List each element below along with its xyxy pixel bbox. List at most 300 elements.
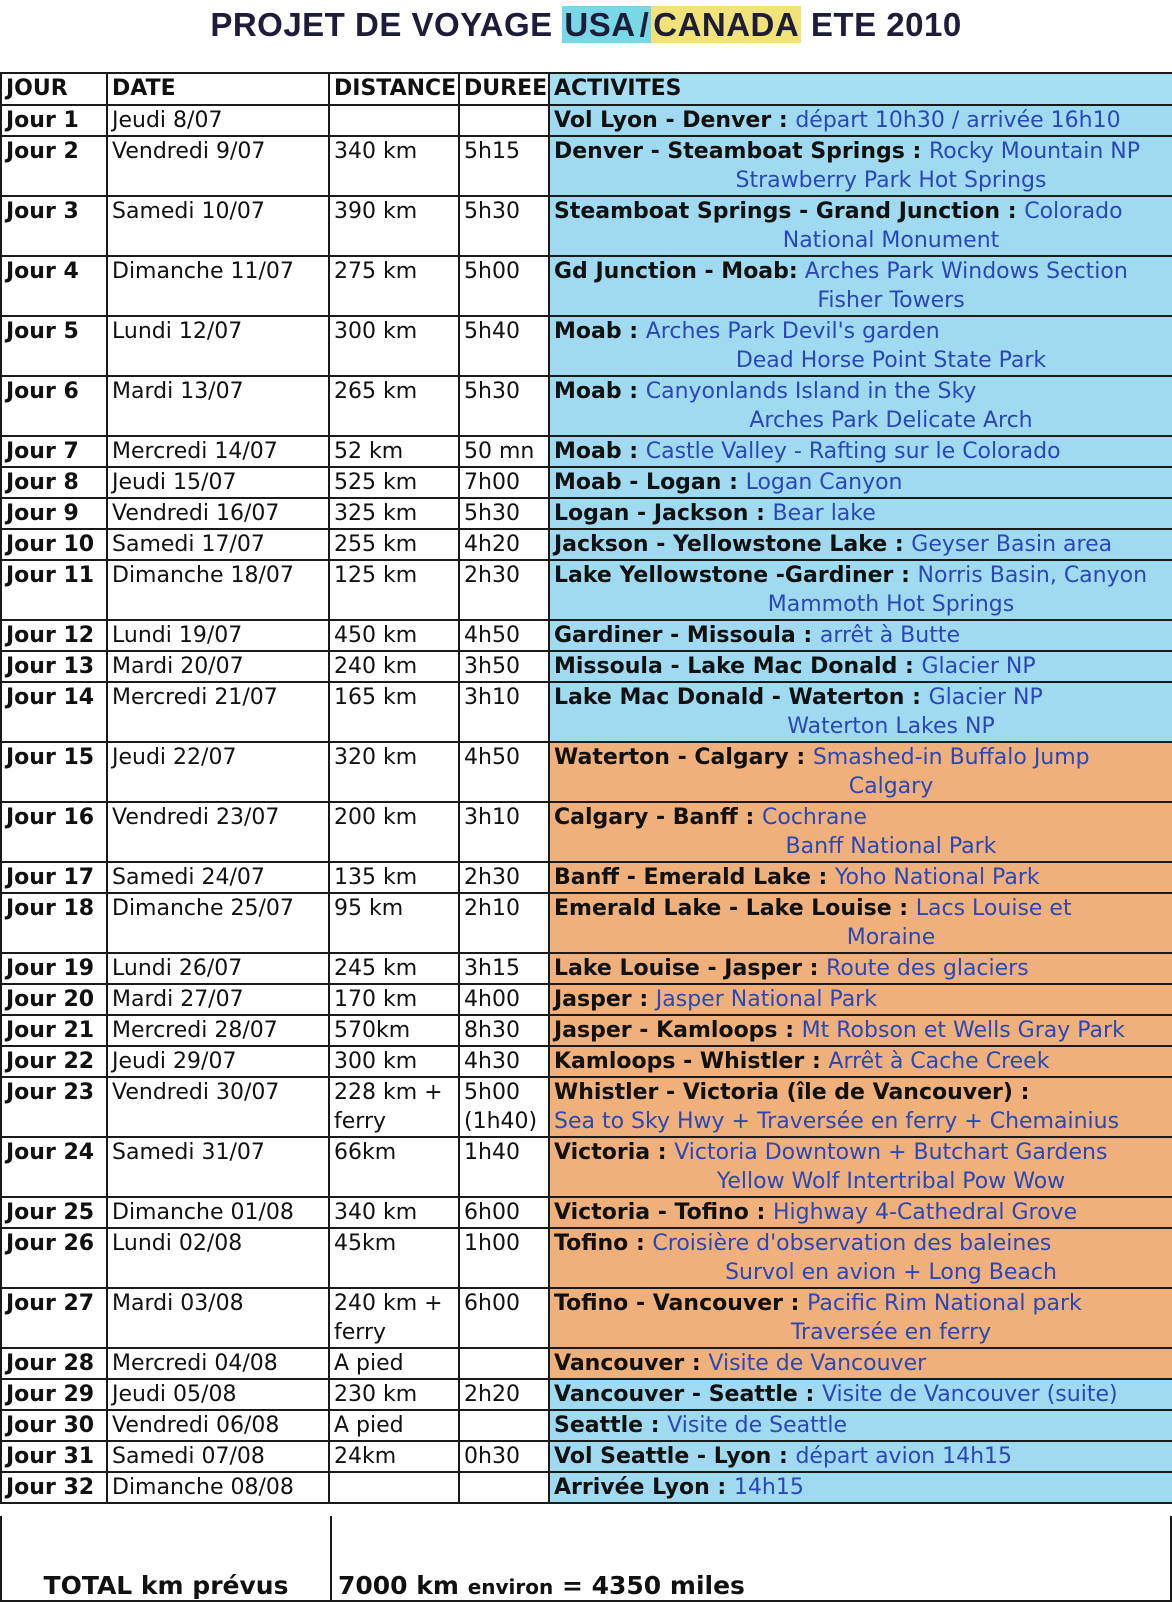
distance-cell [329,376,459,436]
distance-value: 228 km + [334,1080,443,1105]
date-cell: Mercredi 14/07 [107,436,329,467]
table-row [1,802,1172,862]
distance-value: 320 km [334,745,418,770]
day-cell: Jour 4 [1,256,107,316]
duration-cell [459,1348,549,1379]
duration-value: 2h10 [464,896,520,921]
activity-detail-line2: Sea to Sky Hwy + Traversée en ferry + Chemainius [554,1109,1120,1134]
total-value [331,1516,1171,1601]
duration-value: 5h30 [464,199,520,224]
distance-value: 170 km [334,987,418,1012]
duration-cell [459,376,549,436]
duration-extra: (1h40) [464,1109,538,1134]
table-row [1,1410,1172,1441]
date-cell: Lundi 12/07 [107,316,329,376]
date-cell: Jeudi 05/08 [107,1379,329,1410]
distance-value: 135 km [334,865,418,890]
activity-detail-line2: Moraine [846,925,936,950]
day-cell: Jour 22 [1,1046,107,1077]
activity-detail: 14h15 [733,1475,804,1500]
distance-value: 275 km [334,259,418,284]
activity-route: Victoria - Tofino [554,1200,749,1225]
activity-detail: Castle Valley - Rafting sur le Colorado [645,439,1061,464]
title-suffix: ETE 2010 [810,6,962,43]
table-row [1,893,1172,953]
table-row [1,376,1172,436]
date-cell: Vendredi 23/07 [107,802,329,862]
duration-value: 5h30 [464,501,520,526]
distance-cell [329,436,459,467]
distance-cell [329,862,459,893]
table-row [1,742,1172,802]
activity-cell: Lake Louise - Jasper : Route des glaciers [549,953,1172,984]
duration-value: 6h00 [464,1291,520,1316]
activity-route: Gardiner - Missoula [554,623,796,648]
activity-cell: Vol Lyon - Denver : départ 10h30 / arrivée 16h10 [549,105,1172,136]
activity-route: Banff - Emerald Lake [554,865,811,890]
table-row [1,862,1172,893]
day-cell: Jour 32 [1,1472,107,1503]
activity-cell: Gardiner - Missoula : arrêt à Butte [549,620,1172,651]
total-table [0,1516,1172,1602]
distance-cell [329,953,459,984]
table-row [1,560,1172,620]
date-cell: Lundi 02/08 [107,1228,329,1288]
activity-route: Moab [554,439,622,464]
day-cell: Jour 7 [1,436,107,467]
date-cell: Vendredi 06/08 [107,1410,329,1441]
duration-value: 4h00 [464,987,520,1012]
activity-detail-line2: Fisher Towers [817,288,965,313]
table-row [1,498,1172,529]
table-row [1,1137,1172,1197]
duration-value: 7h00 [464,470,520,495]
distance-cell [329,1410,459,1441]
activity-detail: Arches Park Windows Section [804,259,1128,284]
day-cell: Jour 19 [1,953,107,984]
activity-detail-line2: Survol en avion + Long Beach [725,1260,1057,1285]
table-row [1,682,1172,742]
date-cell: Samedi 31/07 [107,1137,329,1197]
distance-cell [329,1472,459,1503]
activity-route: Whistler - Victoria (île de Vancouver) : [554,1080,1030,1105]
date-cell: Jeudi 29/07 [107,1046,329,1077]
duration-value: 2h20 [464,1382,520,1407]
day-cell: Jour 10 [1,529,107,560]
date-cell: Mardi 13/07 [107,376,329,436]
distance-value: 45km [334,1231,397,1256]
activity-detail-line2: Calgary [848,774,934,799]
activity-cell: Moab : Arches Park Devil's garden Dead Horse Point State Park [549,316,1172,376]
distance-value: 255 km [334,532,418,557]
activity-cell: Tofino : Croisière d'observation des baleines Survol en avion + Long Beach [549,1228,1172,1288]
distance-cell [329,136,459,196]
activity-detail: Glacier NP [928,685,1043,710]
day-cell: Jour 25 [1,1197,107,1228]
activity-detail-line2: Yellow Wolf Intertribal Pow Wow [716,1169,1066,1194]
date-cell: Mercredi 28/07 [107,1015,329,1046]
total-label: TOTAL km prévus [1,1516,331,1601]
total-km: 7000 km [338,1571,459,1600]
day-cell: Jour 29 [1,1379,107,1410]
distance-value: A pied [334,1413,404,1438]
duration-value: 3h15 [464,956,520,981]
distance-value: 24km [334,1444,397,1469]
day-cell: Jour 1 [1,105,107,136]
distance-value: 525 km [334,470,418,495]
activity-route: Vancouver - Seattle [554,1382,798,1407]
day-cell: Jour 12 [1,620,107,651]
activity-route: Seattle [554,1413,644,1438]
header-activities: ACTIVITES [549,73,1172,105]
itinerary-table [0,72,1172,1504]
activity-cell [549,256,1172,316]
activity-route: Vol Seattle - Lyon [554,1444,772,1469]
date-cell: Mardi 03/08 [107,1288,329,1348]
activity-route: Lake Yellowstone -Gardiner [554,563,894,588]
day-cell: Jour 20 [1,984,107,1015]
date-cell: Dimanche 08/08 [107,1472,329,1503]
activity-detail: Lacs Louise et [915,896,1072,921]
date-cell: Mardi 27/07 [107,984,329,1015]
date-cell: Mercredi 21/07 [107,682,329,742]
duration-value: 8h30 [464,1018,520,1043]
title-prefix: PROJET DE VOYAGE [210,6,553,43]
table-row [1,1441,1172,1472]
title-slash: / [639,6,650,43]
activity-route: Emerald Lake - Lake Louise [554,896,892,921]
itinerary-body [1,105,1172,1503]
duration-cell [459,498,549,529]
distance-cell [329,1228,459,1288]
duration-cell [459,105,549,136]
activity-cell: Moab - Logan : Logan Canyon [549,467,1172,498]
total-row [1,1516,1171,1601]
activity-detail-line2: Waterton Lakes NP [787,714,995,739]
activity-detail: arrêt à Butte [819,623,960,648]
title-usa: USA [564,6,636,43]
distance-cell [329,196,459,256]
duration-cell [459,316,549,376]
activity-detail: Pacific Rim National park [807,1291,1082,1316]
distance-value: 165 km [334,685,418,710]
activity-cell: Arrivée Lyon : 14h15 [549,1472,1172,1503]
activity-cell: Seattle : Visite de Seattle [549,1410,1172,1441]
date-cell: Mercredi 04/08 [107,1348,329,1379]
day-cell: Jour 23 [1,1077,107,1137]
table-row [1,1472,1172,1503]
activity-detail: Mt Robson et Wells Gray Park [801,1018,1125,1043]
activity-detail-line2: Strawberry Park Hot Springs [735,168,1047,193]
activity-cell: Calgary - Banff : Cochrane Banff National Park [549,802,1172,862]
duration-cell [459,196,549,256]
table-row [1,1046,1172,1077]
distance-cell [329,1046,459,1077]
distance-value: 300 km [334,1049,418,1074]
activity-detail: Colorado [1024,199,1123,224]
duration-value: 5h40 [464,319,520,344]
duration-value: 5h15 [464,139,520,164]
duration-cell [459,1288,549,1348]
distance-value: 240 km [334,654,418,679]
activity-route: Vancouver [554,1351,685,1376]
activity-detail-line2: Mammoth Hot Springs [767,592,1015,617]
table-row [1,436,1172,467]
activity-route: Moab [554,319,622,344]
activity-detail: Highway 4-Cathedral Grove [772,1200,1078,1225]
distance-value: 200 km [334,805,418,830]
duration-cell [459,620,549,651]
table-row [1,1348,1172,1379]
distance-value: 245 km [334,956,418,981]
distance-extra: ferry [334,1109,387,1134]
distance-extra: ferry [334,1320,387,1345]
distance-cell [329,1077,459,1137]
table-row [1,467,1172,498]
table-row [1,1015,1172,1046]
distance-cell [329,1015,459,1046]
duration-value: 1h40 [464,1140,520,1165]
day-cell: Jour 13 [1,651,107,682]
activity-detail: Visite de Vancouver [708,1351,927,1376]
table-row [1,316,1172,376]
activity-detail: Arches Park Devil's garden [645,319,940,344]
activity-detail: Route des glaciers [826,956,1029,981]
distance-value: 95 km [334,896,404,921]
duration-value: 3h10 [464,805,520,830]
distance-value: 66km [334,1140,397,1165]
day-cell: Jour 17 [1,862,107,893]
duration-value: 2h30 [464,865,520,890]
duration-value: 5h30 [464,379,520,404]
duration-value: 3h10 [464,685,520,710]
table-row [1,620,1172,651]
date-cell: Lundi 19/07 [107,620,329,651]
activity-cell: Tofino - Vancouver : Pacific Rim National park Traversée en ferry [549,1288,1172,1348]
duration-cell [459,953,549,984]
distance-cell [329,802,459,862]
date-cell: Mardi 20/07 [107,651,329,682]
date-cell: Vendredi 30/07 [107,1077,329,1137]
table-row [1,1228,1172,1288]
day-cell: Jour 14 [1,682,107,742]
distance-cell [329,1348,459,1379]
activity-detail-line2: Banff National Park [785,834,997,859]
activity-detail: Bear lake [772,501,876,526]
activity-route: Gd Junction - Moab: [554,259,798,284]
distance-cell [329,1379,459,1410]
activity-cell: Waterton - Calgary : Smashed-in Buffalo Jump Calgary [549,742,1172,802]
activity-cell [549,1077,1172,1137]
page-title [0,6,1172,44]
activity-route: Missoula - Lake Mac Donald [554,654,898,679]
day-cell: Jour 11 [1,560,107,620]
activity-cell: Lake Yellowstone -Gardiner : Norris Basin, Canyon Mammoth Hot Springs [549,560,1172,620]
activity-cell: Kamloops - Whistler : Arrêt à Cache Creek [549,1046,1172,1077]
date-cell: Samedi 17/07 [107,529,329,560]
duration-value: 4h50 [464,745,520,770]
distance-value: 240 km + [334,1291,443,1316]
total-approx: environ [467,1575,554,1599]
activity-detail-line2: National Monument [782,228,1000,253]
activity-detail: Geyser Basin area [911,532,1113,557]
duration-value: 4h50 [464,623,520,648]
activity-route: Jackson - Yellowstone Lake [554,532,888,557]
day-cell: Jour 5 [1,316,107,376]
distance-cell [329,560,459,620]
duration-value: 5h00 [464,259,520,284]
activity-route: Vol Lyon - Denver [554,108,772,133]
header-duration: DUREE [459,73,549,105]
date-cell: Dimanche 01/08 [107,1197,329,1228]
activity-cell: Moab : Canyonlands Island in the Sky Arches Park Delicate Arch [549,376,1172,436]
distance-cell [329,984,459,1015]
table-row [1,1379,1172,1410]
distance-cell [329,620,459,651]
distance-value: 570km [334,1018,411,1043]
activity-detail: Cochrane [762,805,867,830]
duration-cell [459,651,549,682]
activity-detail: Croisière d'observation des baleines [652,1231,1052,1256]
day-cell: Jour 24 [1,1137,107,1197]
distance-value: 300 km [334,319,418,344]
duration-cell [459,862,549,893]
day-cell: Jour 15 [1,742,107,802]
day-cell: Jour 6 [1,376,107,436]
duration-value: 5h00 [464,1080,520,1105]
duration-cell [459,742,549,802]
table-row [1,984,1172,1015]
activity-cell: Victoria - Tofino : Highway 4-Cathedral Grove [549,1197,1172,1228]
activity-route: Moab - Logan [554,470,722,495]
activity-cell: Moab : Castle Valley - Rafting sur le Colorado [549,436,1172,467]
activity-detail: Yoho National Park [835,865,1040,890]
activity-cell: Vancouver : Visite de Vancouver [549,1348,1172,1379]
distance-value: 230 km [334,1382,418,1407]
table-row [1,651,1172,682]
distance-cell [329,1441,459,1472]
duration-cell [459,1077,549,1137]
activity-route: Logan - Jackson [554,501,749,526]
activity-route: Moab [554,379,622,404]
activity-detail: Visite de Vancouver (suite) [821,1382,1118,1407]
activity-detail-line2: Traversée en ferry [790,1320,992,1345]
day-cell: Jour 30 [1,1410,107,1441]
distance-cell [329,1137,459,1197]
distance-cell [329,105,459,136]
duration-cell [459,802,549,862]
header-date: DATE [107,73,329,105]
activity-detail-line2: Arches Park Delicate Arch [749,408,1033,433]
table-row [1,953,1172,984]
activity-detail: Logan Canyon [745,470,903,495]
distance-value: 52 km [334,439,404,464]
activity-detail: Smashed-in Buffalo Jump [812,745,1090,770]
activity-detail: départ 10h30 / arrivée 16h10 [795,108,1121,133]
table-row [1,1288,1172,1348]
distance-cell [329,316,459,376]
date-cell: Dimanche 25/07 [107,893,329,953]
duration-value: 4h20 [464,532,520,557]
activity-detail-line2: Dead Horse Point State Park [735,348,1047,373]
distance-value: 265 km [334,379,418,404]
activity-cell: Jasper : Jasper National Park [549,984,1172,1015]
distance-value: 340 km [334,139,418,164]
distance-cell [329,1197,459,1228]
activity-detail: Victoria Downtown + Butchart Gardens [674,1140,1108,1165]
distance-value: 450 km [334,623,418,648]
duration-cell [459,529,549,560]
date-cell: Samedi 10/07 [107,196,329,256]
date-cell: Jeudi 8/07 [107,105,329,136]
duration-cell [459,682,549,742]
duration-value: 6h00 [464,1200,520,1225]
table-row [1,1197,1172,1228]
duration-cell [459,1197,549,1228]
distance-cell [329,893,459,953]
duration-cell [459,467,549,498]
distance-value: 340 km [334,1200,418,1225]
activity-cell: Jasper - Kamloops : Mt Robson et Wells Gray Park [549,1015,1172,1046]
date-cell: Dimanche 18/07 [107,560,329,620]
activity-route: Lake Mac Donald - Waterton [554,685,905,710]
date-cell: Jeudi 22/07 [107,742,329,802]
activity-detail: Rocky Mountain NP [928,139,1140,164]
day-cell: Jour 3 [1,196,107,256]
duration-cell [459,1379,549,1410]
day-cell: Jour 26 [1,1228,107,1288]
activity-route: Denver - Steamboat Springs [554,139,905,164]
date-cell: Lundi 26/07 [107,953,329,984]
duration-cell [459,984,549,1015]
distance-cell [329,256,459,316]
activity-cell: Jackson - Yellowstone Lake : Geyser Basin area [549,529,1172,560]
activity-cell: Emerald Lake - Lake Louise : Lacs Louise et Moraine [549,893,1172,953]
activity-route: Steamboat Springs - Grand Junction [554,199,1001,224]
day-cell: Jour 21 [1,1015,107,1046]
table-row [1,105,1172,136]
distance-value: 125 km [334,563,418,588]
day-cell: Jour 18 [1,893,107,953]
duration-cell [459,560,549,620]
duration-cell [459,436,549,467]
day-cell: Jour 28 [1,1348,107,1379]
activity-cell: Banff - Emerald Lake : Yoho National Park [549,862,1172,893]
duration-value: 1h00 [464,1231,520,1256]
duration-cell [459,1410,549,1441]
duration-cell [459,1046,549,1077]
table-header-row [1,73,1172,105]
duration-cell [459,1472,549,1503]
activity-detail: Arrêt à Cache Creek [828,1049,1050,1074]
date-cell: Vendredi 16/07 [107,498,329,529]
day-cell: Jour 2 [1,136,107,196]
date-cell: Vendredi 9/07 [107,136,329,196]
activity-route: Kamloops - Whistler [554,1049,805,1074]
activity-detail: Norris Basin, Canyon [917,563,1148,588]
duration-cell [459,1441,549,1472]
duration-cell [459,1228,549,1288]
distance-cell [329,498,459,529]
activity-detail: Jasper National Park [655,987,877,1012]
date-cell: Samedi 07/08 [107,1441,329,1472]
activity-cell: Missoula - Lake Mac Donald : Glacier NP [549,651,1172,682]
duration-cell [459,1015,549,1046]
activity-route: Calgary - Banff [554,805,738,830]
activity-route: Arrivée Lyon [554,1475,710,1500]
total-miles: = 4350 miles [561,1571,745,1600]
activity-detail: Glacier NP [921,654,1036,679]
